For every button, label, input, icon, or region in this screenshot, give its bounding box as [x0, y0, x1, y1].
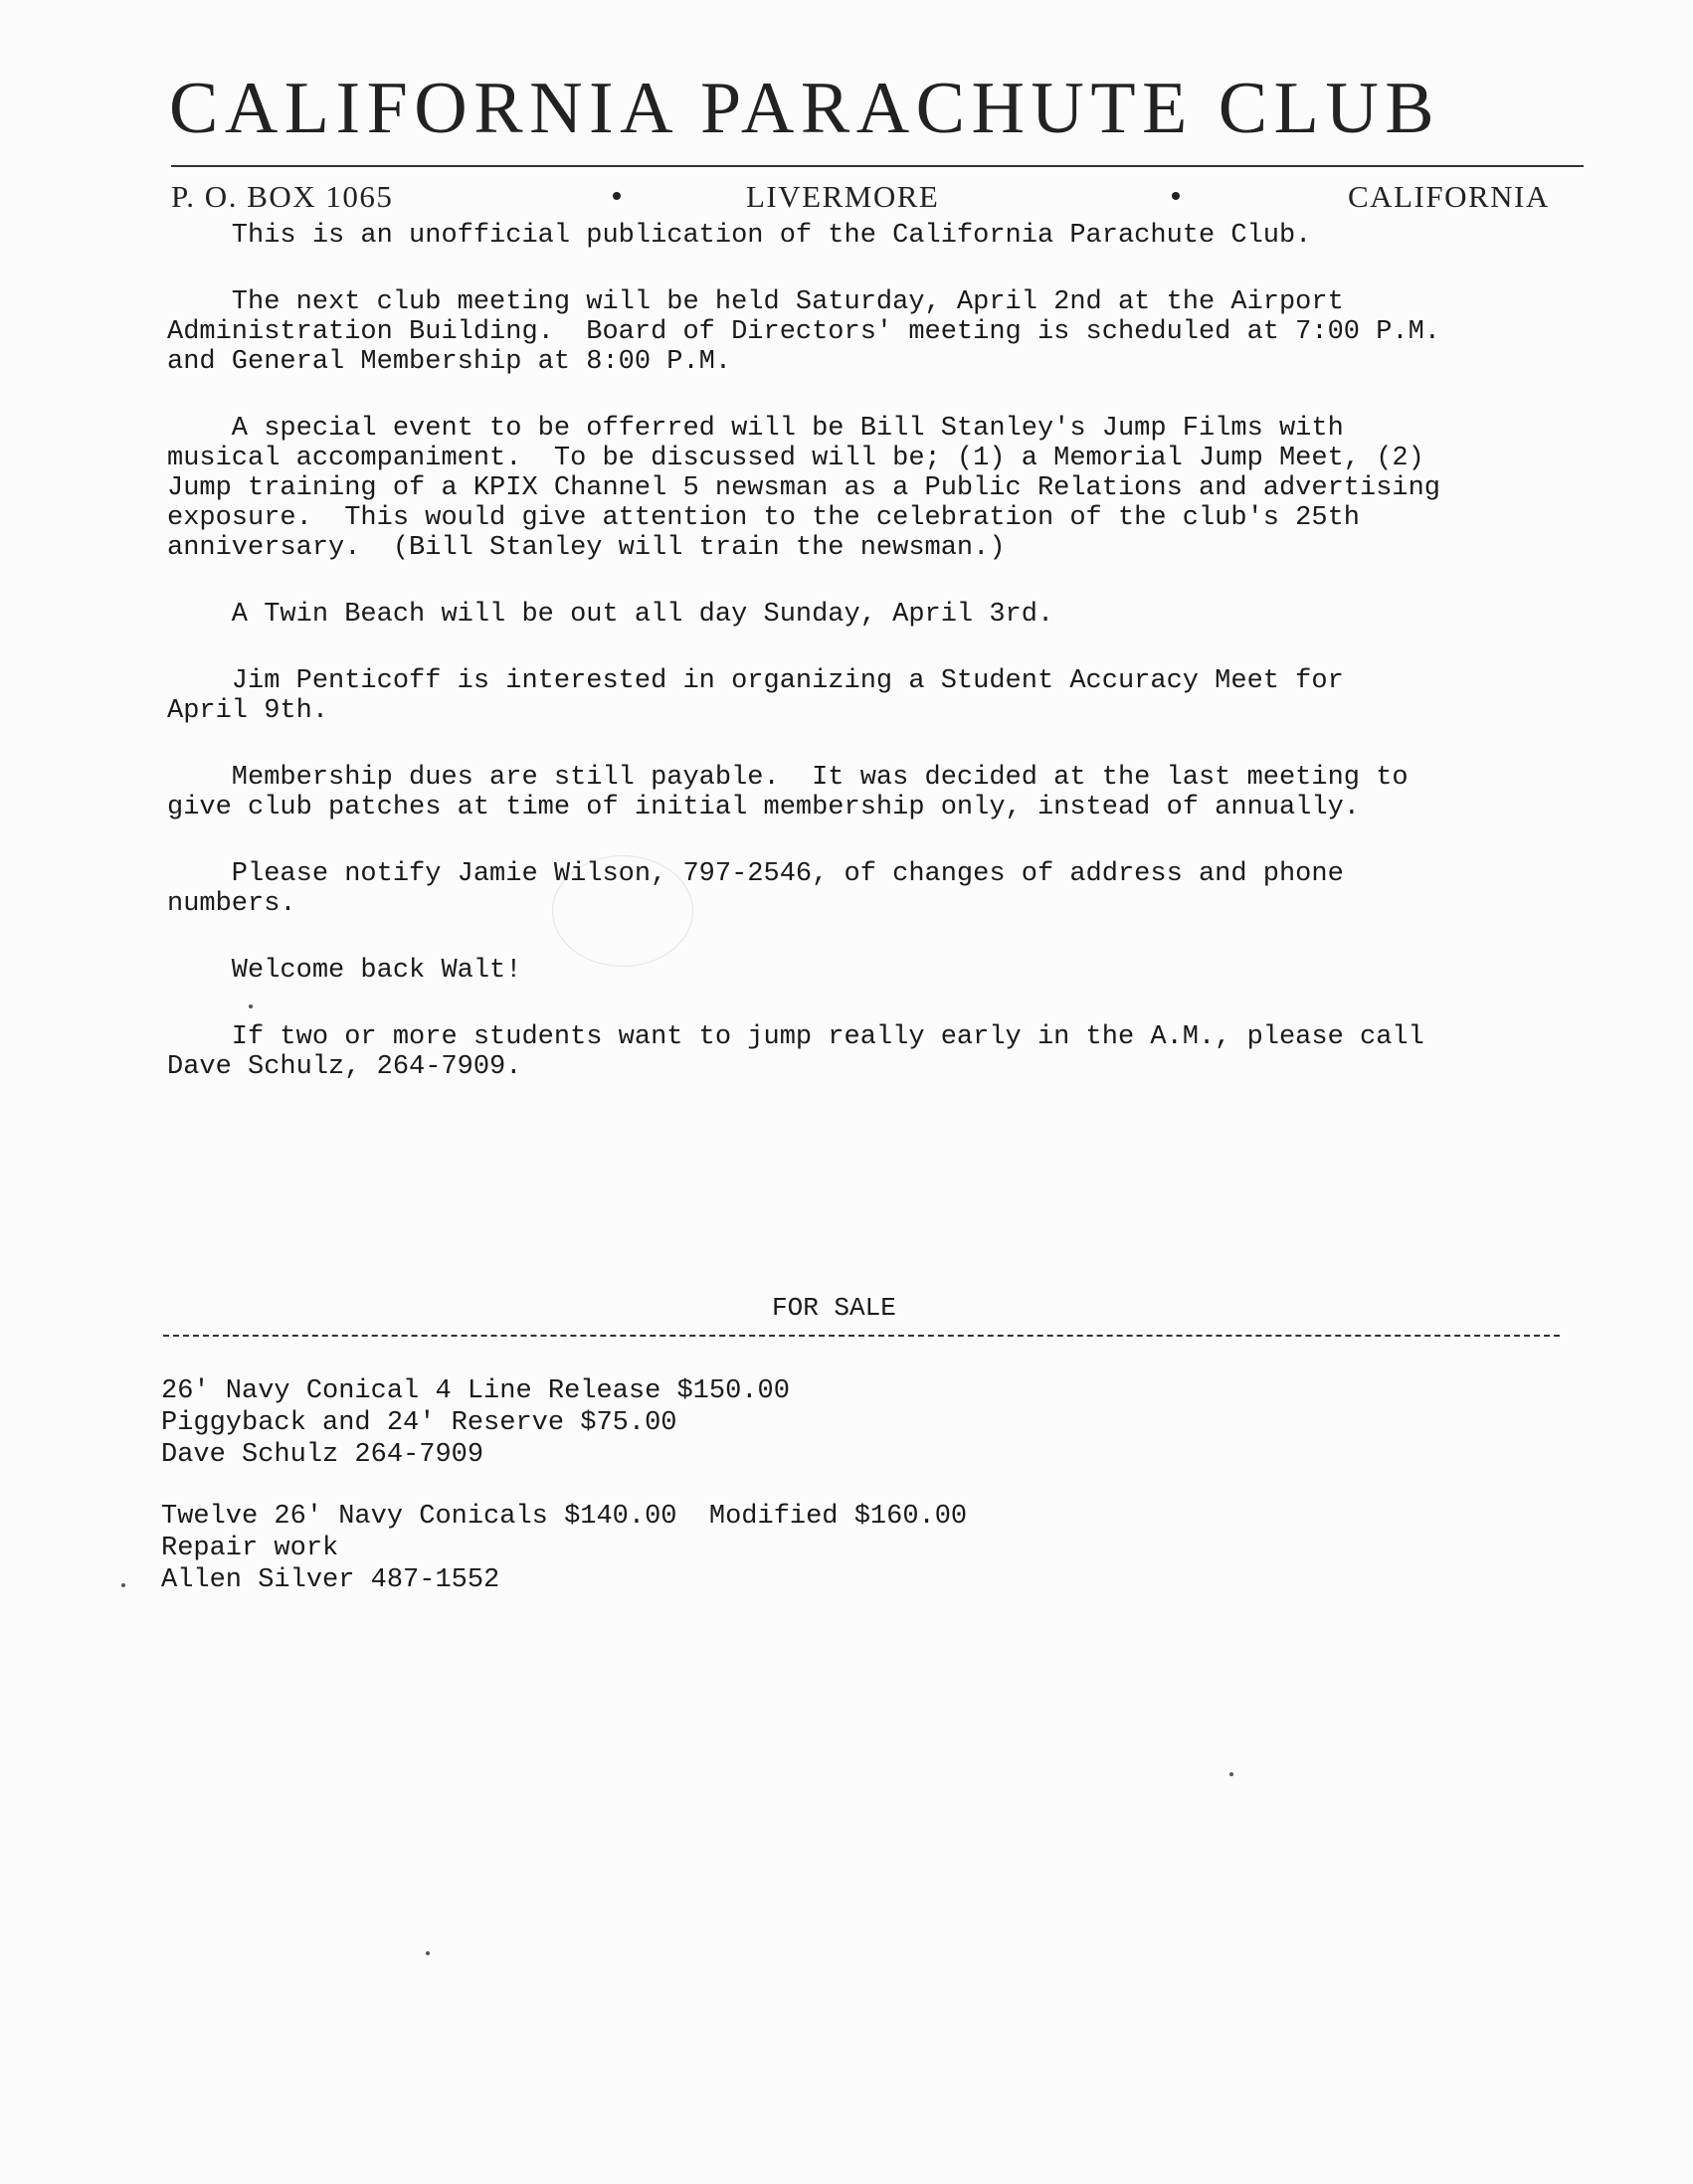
- text-line: Jump training of a KPIX Channel 5 newsman as a Public Relations and advertising: [167, 473, 1441, 503]
- text-line: Please notify Jamie Wilson, 797-2546, of changes of address and phone: [167, 859, 1344, 889]
- text-line: This is an unofficial publication of the California Parachute Club.: [167, 221, 1312, 251]
- paragraph-meeting: [167, 287, 1560, 377]
- paragraph-early-jump: [167, 1022, 1560, 1082]
- listing-line: Allen Silver 487-1552: [161, 1565, 500, 1595]
- text-line: April 9th.: [167, 696, 329, 726]
- paragraph-disclaimer: [167, 221, 1560, 251]
- paragraph-welcome: [167, 956, 1560, 986]
- text-line: Jim Penticoff is interested in organizing a Student Accuracy Meet for: [167, 666, 1344, 696]
- paragraph-notify: [167, 859, 1560, 919]
- text-line: and General Membership at 8:00 P.M.: [167, 347, 732, 377]
- dashed-divider: [163, 1335, 1560, 1337]
- text-line: musical accompaniment. To be discussed will be; (1) a Memorial Jump Meet, (2): [167, 444, 1424, 473]
- separator-bullet: [613, 192, 621, 200]
- po-box: P. O. BOX 1065: [171, 179, 394, 214]
- paragraph-dues: [167, 763, 1560, 822]
- sale-listing: [161, 1501, 967, 1596]
- separator-bullet: [1172, 192, 1180, 200]
- listing-line: Piggyback and 24' Reserve $75.00: [161, 1408, 677, 1438]
- text-line: The next club meeting will be held Saturday, April 2nd at the Airport: [167, 287, 1344, 317]
- text-line: Administration Building. Board of Directors' meeting is scheduled at 7:00 P.M.: [167, 317, 1441, 347]
- text-line: Dave Schulz, 264-7909.: [167, 1052, 522, 1082]
- paper-speck: [1229, 1772, 1233, 1776]
- text-line: Membership dues are still payable. It was decided at the last meeting to: [167, 763, 1409, 793]
- paragraph-accuracy-meet: [167, 666, 1560, 726]
- text-line: A Twin Beach will be out all day Sunday, April 3rd.: [167, 600, 1054, 630]
- text-line: anniversary. (Bill Stanley will train the newsman.): [167, 533, 1006, 563]
- faint-postmark: [552, 855, 693, 967]
- text-line: numbers.: [167, 889, 296, 919]
- newsletter-body: [167, 221, 1560, 1082]
- listing-line: Twelve 26' Navy Conicals $140.00 Modified $160.00: [161, 1502, 968, 1532]
- paper-speck: [249, 1004, 253, 1008]
- paper-speck: [426, 1951, 430, 1955]
- text-line: give club patches at time of initial membership only, instead of annually.: [167, 793, 1360, 822]
- letterhead-rule: [171, 165, 1584, 167]
- text-line: exposure. This would give attention to the celebration of the club's 25th: [167, 503, 1360, 533]
- sale-listing: [161, 1375, 967, 1471]
- club-name-heading: CALIFORNIA PARACHUTE CLUB: [169, 68, 1441, 149]
- paper-speck: [121, 1583, 125, 1587]
- text-line: Welcome back Walt!: [167, 956, 522, 986]
- text-line: If two or more students want to jump really early in the A.M., please call: [167, 1022, 1424, 1052]
- paragraph-twin-beach: [167, 600, 1560, 630]
- paragraph-special-event: [167, 414, 1560, 563]
- listing-line: Repair work: [161, 1534, 339, 1563]
- city: LIVERMORE: [746, 179, 940, 214]
- listing-line: Dave Schulz 264-7909: [161, 1440, 484, 1470]
- for-sale-heading: FOR SALE: [772, 1293, 896, 1323]
- state: CALIFORNIA: [1348, 179, 1550, 214]
- for-sale-list: [161, 1375, 967, 1626]
- text-line: A special event to be offerred will be Bill Stanley's Jump Films with: [167, 414, 1344, 444]
- listing-line: 26' Navy Conical 4 Line Release $150.00: [161, 1376, 790, 1406]
